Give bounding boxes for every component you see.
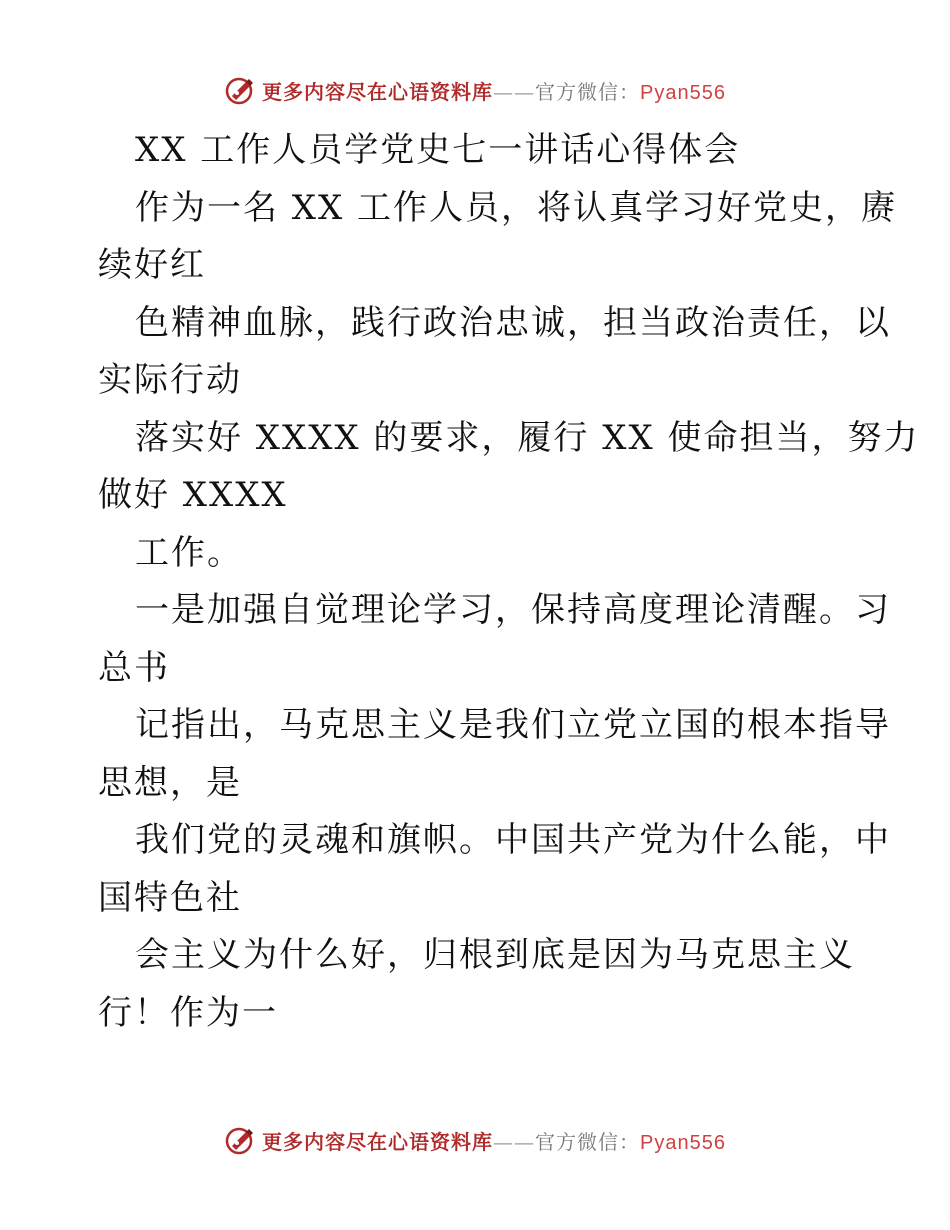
pen-logo-icon xyxy=(224,74,256,106)
text-line: 续好红 xyxy=(98,245,206,285)
text-line: 行！作为一 xyxy=(98,992,278,1033)
text-line: 思想，是 xyxy=(98,762,242,803)
header-account: Pyan556 xyxy=(640,81,726,104)
text-line: 色精神血脉，践行政治忠诚，担当政治责任，以 xyxy=(135,302,891,343)
pen-logo-icon xyxy=(224,1124,256,1156)
header-text xyxy=(262,76,726,105)
header-dash: —— xyxy=(493,79,536,104)
text-line: 工作。 xyxy=(135,532,243,573)
text-line: 实际行动 xyxy=(98,360,242,400)
header-banner xyxy=(0,70,950,110)
text-line: 记指出，马克思主义是我们立党立国的根本指导 xyxy=(135,705,891,745)
footer-dash: —— xyxy=(493,1129,536,1154)
text-line: 我们党的灵魂和旗帜。中国共产党为什么能，中 xyxy=(135,820,891,860)
header-label: 官方微信： xyxy=(535,79,641,104)
text-line: 国特色社 xyxy=(98,877,242,918)
footer-text xyxy=(262,1126,726,1155)
text-line: 会主义为什么好，归根到底是因为马克思主义 xyxy=(135,935,855,975)
footer-banner xyxy=(0,1120,950,1160)
text-line: 做好 XXXX xyxy=(98,475,288,515)
footer-slogan: 更多内容尽在心语资料库 xyxy=(262,1129,494,1154)
footer-account: Pyan556 xyxy=(640,1131,726,1154)
text-line: 落实好 XXXX 的要求，履行 XX 使命担当，努力 xyxy=(135,417,920,458)
text-line: 总书 xyxy=(98,647,170,688)
text-line: 一是加强自觉理论学习，保持高度理论清醒。习 xyxy=(135,590,891,630)
document-body xyxy=(98,122,920,1042)
header-slogan: 更多内容尽在心语资料库 xyxy=(262,79,494,104)
text-line: XX 工作人员学党史七一讲话心得体会 xyxy=(135,130,741,170)
footer-label: 官方微信： xyxy=(535,1129,641,1154)
text-line: 作为一名 XX 工作人员，将认真学习好党史，赓 xyxy=(135,187,898,228)
